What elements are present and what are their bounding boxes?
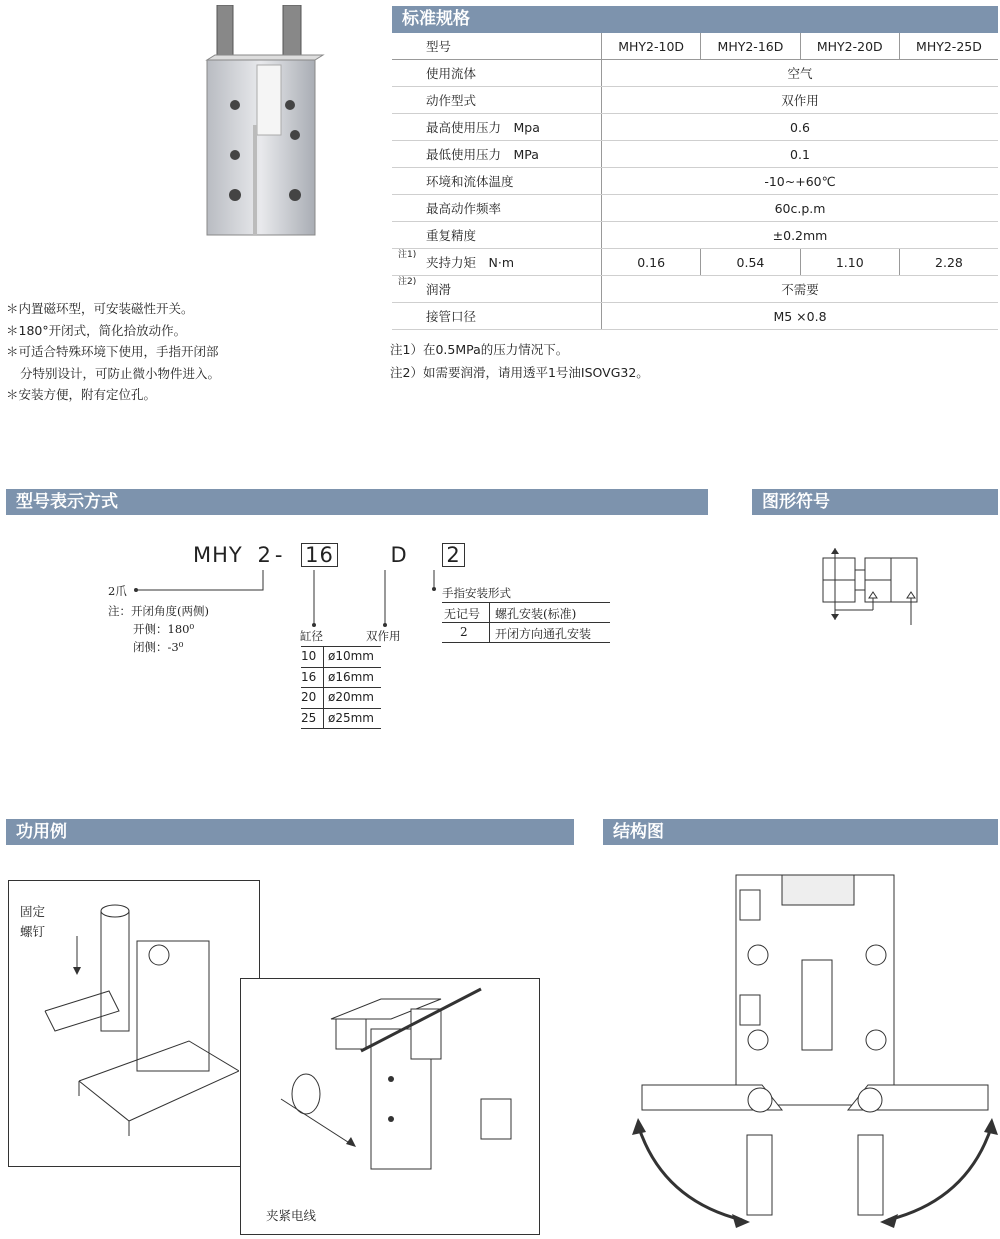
clamp-wire-label: 夹紧电线	[266, 1208, 317, 1223]
table-row	[392, 303, 998, 330]
spec-label: 最高使用压力 Mpa	[392, 114, 602, 141]
model-bore: 16	[301, 543, 338, 567]
model-claws: 2	[257, 543, 272, 567]
application-drawing-1	[9, 881, 239, 1165]
pneumatic-symbol	[815, 540, 925, 630]
spec-value: 0.54	[701, 249, 800, 276]
gripper-product-photo	[195, 5, 330, 240]
table-row	[392, 276, 998, 303]
bore-size: ø10mm	[328, 649, 374, 663]
model-prefix: MHY	[193, 543, 243, 567]
feature-item: ＊内置磁环型，可安装磁性开关。	[6, 301, 194, 316]
bore-code: 16	[301, 670, 317, 684]
structure-drawing	[632, 870, 998, 1230]
spec-label	[392, 249, 602, 276]
mount-desc: 开闭方向通孔安装	[495, 627, 592, 641]
spec-label	[392, 276, 602, 303]
spec-value: 1.10	[800, 249, 899, 276]
spec-value: 60c.p.m	[602, 195, 999, 222]
feature-item: ＊安装方便，附有定位孔。	[6, 387, 157, 402]
spec-label: 重复精度	[392, 222, 602, 249]
bore-size: ø25mm	[328, 711, 374, 725]
model-header: MHY2-10D	[602, 33, 701, 60]
table-row	[392, 87, 998, 114]
feature-item: ＊可适合特殊环境下使用，手指开闭部分特别设计，可防止微小物件进入。	[6, 344, 221, 381]
spec-title: 标准规格	[392, 6, 998, 33]
table-row	[392, 195, 998, 222]
spec-note-1: 注1）在0.5MPa的压力情况下。	[390, 342, 569, 357]
model-mount: 2	[442, 543, 464, 567]
claws-note: 注：开闭角度(两侧)	[108, 604, 209, 618]
model-header: MHY2-16D	[701, 33, 800, 60]
spec-label-text: 润滑	[426, 282, 452, 297]
application-drawing-2	[241, 979, 537, 1179]
note-marker: 注1)	[398, 250, 417, 260]
spec-label-text: 夹持力矩 N·m	[426, 255, 515, 270]
spec-label: 环境和流体温度	[392, 168, 602, 195]
open-note: 开侧：180⁰	[133, 622, 195, 636]
spec-value: 空气	[602, 60, 999, 87]
structure-title: 结构图	[603, 819, 998, 845]
action-label: 双作用	[366, 629, 401, 643]
mount-code: 2	[460, 625, 468, 639]
model-header: MHY2-20D	[800, 33, 899, 60]
feature-item: ＊180°开闭式，简化拾放动作。	[6, 322, 187, 338]
spec-value: ±0.2mm	[602, 222, 999, 249]
spec-value: -10~+60℃	[602, 168, 999, 195]
spec-value: 不需要	[602, 276, 999, 303]
mount-header: 手指安装形式	[442, 586, 511, 600]
spec-label: 最高动作频率	[392, 195, 602, 222]
application-title: 功用例	[6, 819, 574, 845]
close-note: 闭侧：-3⁰	[133, 640, 184, 654]
spec-label: 动作型式	[392, 87, 602, 114]
spec-value: 双作用	[602, 87, 999, 114]
table-row	[392, 141, 998, 168]
model-header: MHY2-25D	[899, 33, 998, 60]
model-code-line	[193, 543, 465, 567]
table-row	[392, 168, 998, 195]
note-marker: 注2)	[398, 277, 417, 287]
spec-value: 0.6	[602, 114, 999, 141]
spec-label: 使用流体	[392, 60, 602, 87]
mount-code: 无记号	[444, 607, 481, 621]
model-code-title: 型号表示方式	[6, 489, 708, 515]
spec-value: 0.1	[602, 141, 999, 168]
bore-header: 缸径	[300, 629, 323, 643]
spec-label: 最低使用压力 MPa	[392, 141, 602, 168]
bore-code: 10	[301, 649, 317, 663]
table-row	[392, 222, 998, 249]
spec-value: M5 ×0.8	[602, 303, 999, 330]
spec-label: 接管口径	[392, 303, 602, 330]
bore-code: 20	[301, 690, 317, 704]
bore-size: ø20mm	[328, 690, 374, 704]
spec-value: 0.16	[602, 249, 701, 276]
spec-header-label: 型号	[392, 33, 602, 60]
bore-size: ø16mm	[328, 670, 374, 684]
table-row	[392, 249, 998, 276]
table-row	[392, 114, 998, 141]
mount-desc: 螺孔安装(标准)	[495, 607, 577, 621]
spec-value: 2.28	[899, 249, 998, 276]
spec-table	[392, 33, 998, 330]
model-dash: -	[274, 543, 284, 567]
fix-screw-label-1: 固定	[20, 904, 46, 919]
fix-screw-label-2: 螺钉	[20, 924, 46, 939]
table-row	[392, 60, 998, 87]
model-action: D	[390, 543, 408, 567]
spec-note-2: 注2）如需要润滑，请用透平1号油ISOVG32。	[390, 365, 649, 380]
table-row	[392, 33, 998, 60]
bore-code: 25	[301, 711, 317, 725]
feature-list	[6, 298, 225, 406]
claws-label: 2爪	[108, 584, 127, 598]
symbol-title: 图形符号	[752, 489, 998, 515]
